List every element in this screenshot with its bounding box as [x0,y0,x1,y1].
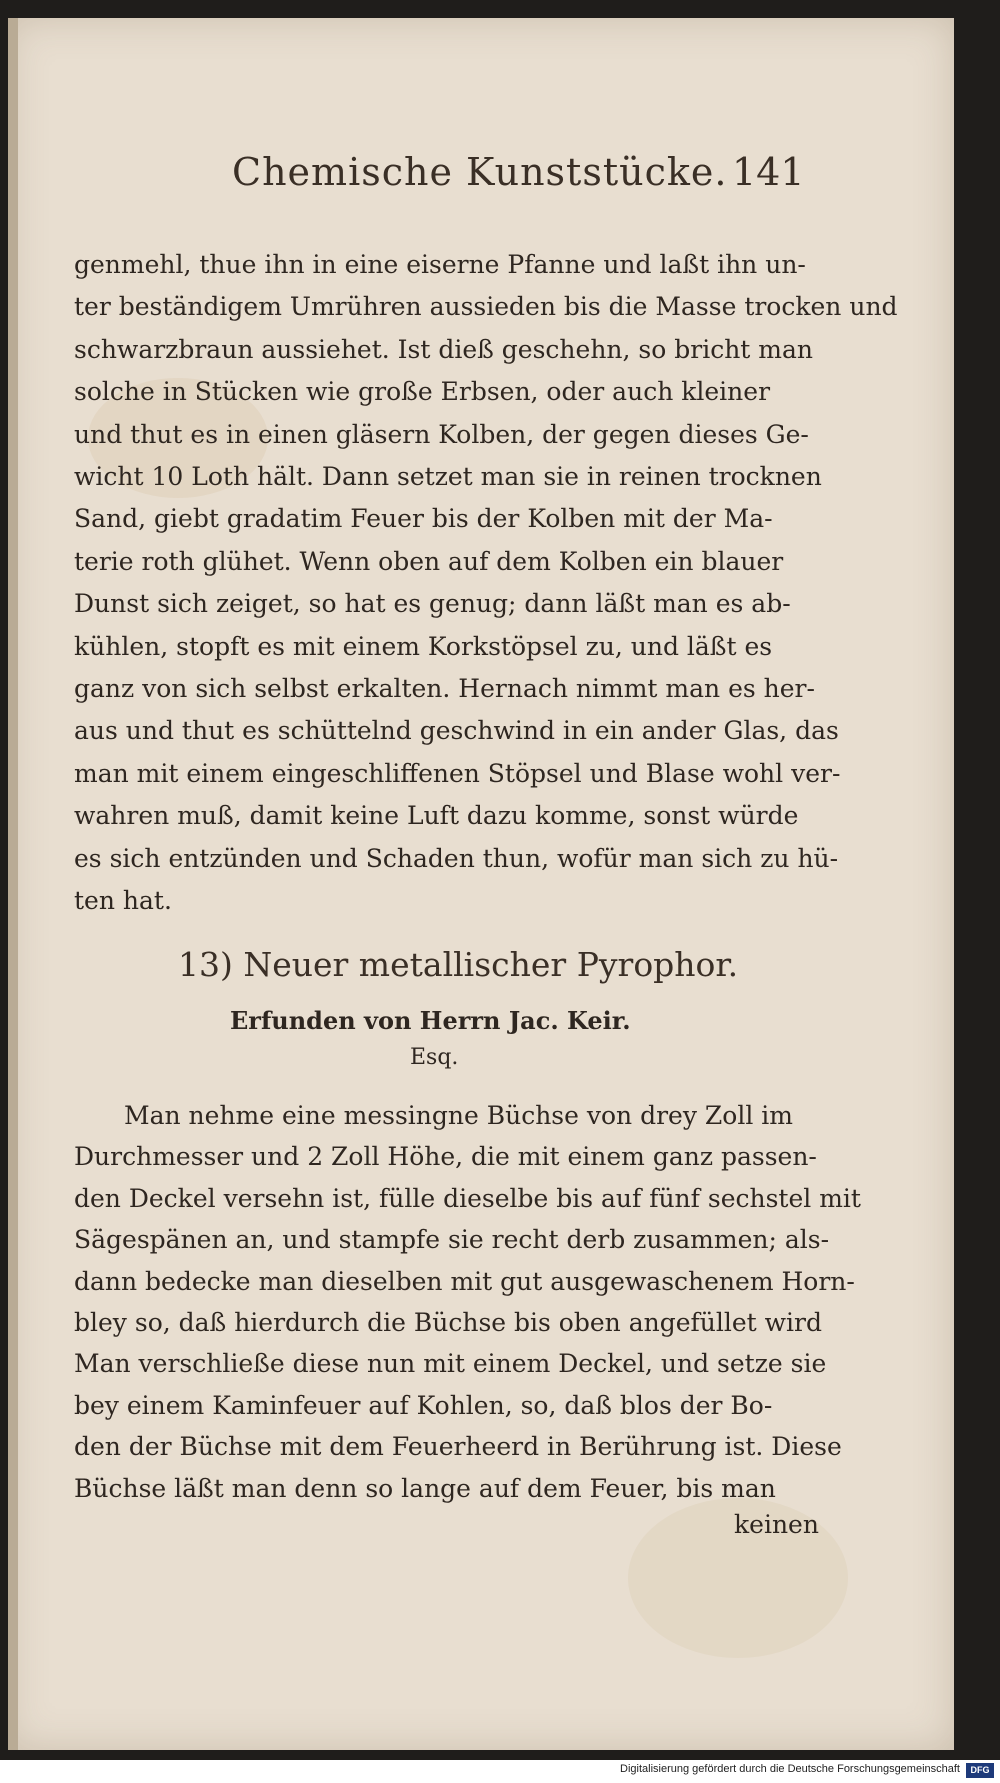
text-line: schwarzbraun aussiehet. Ist dieß geschehn, so bricht man [74,334,814,364]
text-line: aus und thut es schüttelnd geschwind in ein ander Glas, das [74,716,839,746]
page-number: 141 [732,150,805,194]
inventor-credit: Erfunden von Herrn Jac. Keir. [230,1006,631,1035]
text-line: Sand, giebt gradatim Feuer bis der Kolben mit der Ma- [74,504,773,534]
digitization-credit: Digitalisierung gefördert durch die Deutsche Forschungsgemeinschaft [620,1763,960,1775]
text-line: bey einem Kaminfeuer auf Kohlen, so, daß blos der Bo- [74,1390,773,1420]
text-line: dann bedecke man dieselben mit gut ausgewaschenem Horn- [74,1266,855,1296]
page-edge [8,18,18,1750]
text-line: und thut es in einen gläsern Kolben, der gegen dieses Ge- [74,419,809,449]
text-line: bley so, daß hierdurch die Büchse bis oben angefüllet wird [74,1308,822,1338]
text-line: Man nehme eine messingne Büchse von drey Zoll im [124,1101,793,1130]
footer-bar [0,1760,1000,1783]
text-line: man mit einem eingeschliffenen Stöpsel und Blase wohl ver- [74,758,841,788]
text-line: solche in Stücken wie große Erbsen, oder auch kleiner [74,377,771,407]
section-heading: 13) Neuer metallischer Pyrophor. [178,945,739,984]
text-line: Man verschließe diese nun mit einem Deckel, und setze sie [74,1349,827,1379]
text-line: genmehl, thue ihn in eine eiserne Pfanne und laßt ihn un- [74,250,806,279]
text-line: ten hat. [74,886,172,916]
text-line: den der Büchse mit dem Feuerheerd in Berührung ist. Diese [74,1432,842,1462]
esq-suffix: Esq. [410,1045,459,1070]
text-line: Durchmesser und 2 Zoll Höhe, die mit einem ganz passen- [74,1142,817,1172]
text-line: ter beständigem Umrühren aussieden bis die Masse trocken und [74,292,898,322]
text-line: den Deckel versehn ist, fülle dieselbe bis auf fünf sechstel mit [74,1183,861,1213]
text-line: kühlen, stopft es mit einem Korkstöpsel zu, und läßt es [74,631,773,661]
paragraph-1 [74,244,898,923]
page-header [232,150,812,210]
text-line: Büchse läßt man denn so lange auf dem Feuer, bis man [74,1473,776,1503]
dfg-logo: DFG [966,1763,994,1778]
paragraph-2 [74,1095,861,1509]
text-line: wicht 10 Loth hält. Dann setzet man sie in reinen trocknen [74,462,822,492]
text-line: terie roth glühet. Wenn oben auf dem Kolben ein blauer [74,546,784,576]
text-line: ganz von sich selbst erkalten. Hernach nimmt man es her- [74,674,815,704]
text-line: wahren muß, damit keine Luft dazu komme, sonst würde [74,801,799,831]
running-title: Chemische Kunststücke. [232,150,728,194]
text-line: Sägespänen an, und stampfe sie recht derb zusammen; als- [74,1225,830,1255]
catchword: keinen [734,1510,819,1539]
text-line: es sich entzünden und Schaden thun, wofür man sich zu hü- [74,843,839,873]
text-line: Dunst sich zeiget, so hat es genug; dann läßt man es ab- [74,589,791,619]
